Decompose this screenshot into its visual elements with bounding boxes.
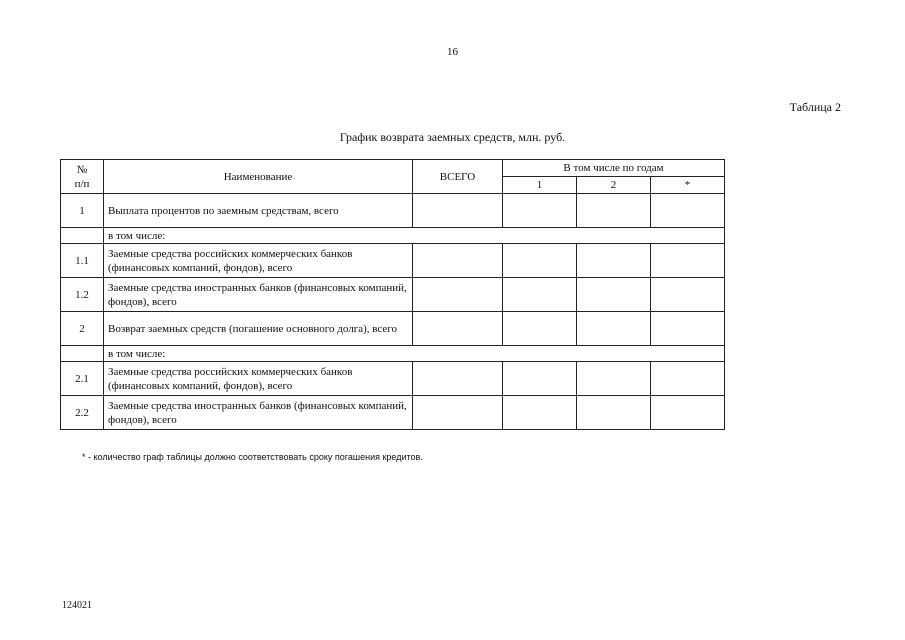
cell-year-2 (577, 362, 651, 396)
row-num: 2 (61, 312, 104, 346)
cell-year-extra (651, 244, 725, 278)
cell-year-2 (577, 194, 651, 228)
cell-total (413, 244, 503, 278)
cell-year-extra (651, 312, 725, 346)
row-name: Заемные средства российских коммерческих банков (финансовых компаний, фондов), всего (104, 244, 413, 278)
row-name: в том числе: (104, 346, 725, 362)
cell-year-1 (503, 278, 577, 312)
table-row (61, 244, 725, 278)
cell-total (413, 312, 503, 346)
row-num: 2.1 (61, 362, 104, 396)
cell-total (413, 278, 503, 312)
row-name: Заемные средства иностранных банков (финансовых компаний, фондов), всего (104, 278, 413, 312)
footnote: * - количество граф таблицы должно соответствовать сроку погашения кредитов. (82, 452, 423, 462)
header-name: Наименование (104, 160, 413, 194)
cell-total (413, 194, 503, 228)
table-row (61, 194, 725, 228)
row-name: Заемные средства российских коммерческих банков (финансовых компаний, фондов), всего (104, 362, 413, 396)
cell-total (413, 396, 503, 430)
header-by-years: В том числе по годам (503, 160, 725, 177)
cell-total (413, 362, 503, 396)
row-name: Выплата процентов по заемным средствам, всего (104, 194, 413, 228)
cell-year-1 (503, 194, 577, 228)
cell-year-1 (503, 396, 577, 430)
header-num: № п/п (61, 160, 104, 194)
loan-repayment-table (60, 159, 725, 430)
cell-year-1 (503, 362, 577, 396)
cell-year-extra (651, 194, 725, 228)
table-header-row (61, 160, 725, 177)
header-year-extra: * (651, 177, 725, 194)
header-year-2: 2 (577, 177, 651, 194)
row-num (61, 228, 104, 244)
cell-year-1 (503, 244, 577, 278)
cell-year-2 (577, 396, 651, 430)
cell-year-2 (577, 278, 651, 312)
table-row (61, 228, 725, 244)
row-name: в том числе: (104, 228, 725, 244)
table-row (61, 362, 725, 396)
cell-year-extra (651, 396, 725, 430)
table-label: Таблица 2 (789, 100, 841, 114)
table-row (61, 312, 725, 346)
cell-year-2 (577, 312, 651, 346)
row-name: Заемные средства иностранных банков (финансовых компаний, фондов), всего (104, 396, 413, 430)
document-code: 124021 (62, 600, 92, 611)
page-number: 16 (447, 46, 458, 58)
cell-year-extra (651, 362, 725, 396)
cell-year-2 (577, 244, 651, 278)
table-title: График возврата заемных средств, млн. руб. (339, 130, 566, 144)
cell-year-1 (503, 312, 577, 346)
table-row (61, 396, 725, 430)
table-row (61, 346, 725, 362)
row-num (61, 346, 104, 362)
header-total: ВСЕГО (413, 160, 503, 194)
row-num: 1.1 (61, 244, 104, 278)
row-num: 1 (61, 194, 104, 228)
row-name: Возврат заемных средств (погашение основного долга), всего (104, 312, 413, 346)
row-num: 1.2 (61, 278, 104, 312)
header-year-1: 1 (503, 177, 577, 194)
table-row (61, 278, 725, 312)
cell-year-extra (651, 278, 725, 312)
row-num: 2.2 (61, 396, 104, 430)
